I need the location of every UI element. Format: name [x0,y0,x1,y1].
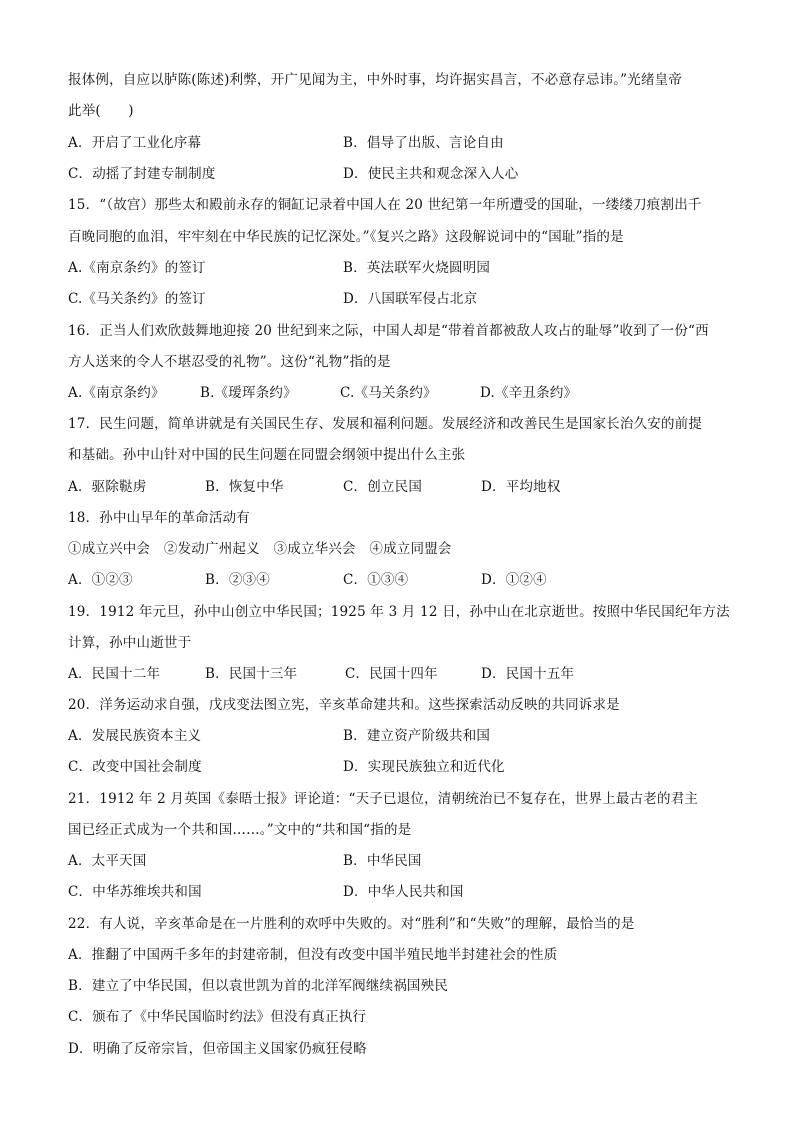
q14-option-a[interactable]: A．开启了工业化序幕 [68,135,202,151]
q22-stem-line1: 22．有人说，辛亥革命是在一片胜利的欢呼中失败的。对“胜利”和“失败”的理解，最恰当的是 [68,916,635,932]
q17-option-d[interactable]: D．平均地权 [481,479,561,495]
q21-option-b[interactable]: B．中华民国 [343,853,422,869]
q18-stem-line1: 18．孙中山早年的革命活动有 [68,510,250,526]
q19-option-b[interactable]: B．民国十三年 [205,666,298,682]
q14-stem-line2: 此举( ) [68,103,134,119]
q20-option-a[interactable]: A．发展民族资本主义 [68,728,202,744]
q18-option-a[interactable]: A．①②③ [68,572,133,588]
q18-option-d[interactable]: D．①②④ [481,572,547,588]
q15-option-d[interactable]: D．八国联军侵占北京 [343,291,478,307]
q16-stem-line1: 16．正当人们欢欣鼓舞地迎接 20 世纪到来之际，中国人却是“带着首都被敌人攻占的耻辱”收到了一份“西 [68,323,709,339]
q22-option-a[interactable]: A．推翻了中国两千多年的封建帝制，但没有改变中国半殖民地半封建社会的性质 [68,947,558,963]
q16-option-d[interactable]: D.《辛丑条约》 [480,385,578,401]
q18-option-c[interactable]: C．①③④ [343,572,409,588]
q15-stem-line2: 百晚同胞的血泪，牢牢刻在中华民族的记忆深处。”《复兴之路》这段解说词中的“国耻”指的是 [68,229,624,245]
q19-option-c[interactable]: C．民国十四年 [345,666,438,682]
q20-stem-line1: 20．洋务运动求自强，戊戌变法图立宪，辛亥革命建共和。这些探索活动反映的共同诉求是 [68,697,620,713]
q14-option-d[interactable]: D．使民主共和观念深入人心 [343,166,519,182]
q21-stem-line2: 国已经正式成为一个共和国……。”文中的“共和国“指的是 [68,822,412,838]
q17-stem-line1: 17．民生问题，简单讲就是有关国民生存、发展和福利问题。发展经济和改善民生是国家长治久安的前提 [68,416,703,432]
q21-stem-line1: 21．1912 年 2 月英国《泰晤士报》评论道：“天子已退位，清朝统治已不复存在，世界上最古老的君主 [68,791,699,807]
q15-option-a[interactable]: A.《南京条约》的签订 [68,260,206,276]
q15-option-b[interactable]: B．英法联军火烧圆明园 [343,260,491,276]
q17-option-c[interactable]: C．创立民国 [343,479,423,495]
q22-option-c[interactable]: C．颁布了《中华民国临时约法》但没有真正执行 [68,1009,367,1025]
q21-option-c[interactable]: C．中华苏维埃共和国 [68,884,202,900]
q14-option-c[interactable]: C．动摇了封建专制制度 [68,166,216,182]
q20-option-d[interactable]: D．实现民族独立和近代化 [343,759,505,775]
q17-stem-line2: 和基础。孙中山针对中国的民生问题在同盟会纲领中提出什么主张 [68,447,466,463]
q16-option-b[interactable]: B.《瑷珲条约》 [200,385,297,401]
q18-items: ①成立兴中会 ②发动广州起义 ③成立华兴会 ④成立同盟会 [68,541,452,557]
q21-option-d[interactable]: D．中华人民共和国 [343,884,464,900]
q21-option-a[interactable]: A．太平天国 [68,853,147,869]
q18-option-b[interactable]: B．②③④ [205,572,270,588]
q14-option-b[interactable]: B．倡导了出版、言论自由 [343,135,504,151]
q14-stem-line1: 报体例，自应以胪陈(陈述)利弊，开广见闻为主，中外时事，均许据实昌言，不必意存忌讳。”光绪皇帝 [68,72,683,88]
q22-option-d[interactable]: D．明确了反帝宗旨，但帝国主义国家仍疯狂侵略 [68,1041,367,1057]
q17-option-b[interactable]: B．恢复中华 [205,479,284,495]
q20-option-b[interactable]: B．建立资产阶级共和国 [343,728,491,744]
q19-option-a[interactable]: A．民国十二年 [68,666,161,682]
q22-option-b[interactable]: B．建立了中华民国，但以袁世凯为首的北洋军阀继续祸国殃民 [68,978,449,994]
q15-option-c[interactable]: C.《马关条约》的签订 [68,291,206,307]
q17-option-a[interactable]: A．驱除鞑虏 [68,479,147,495]
q16-option-a[interactable]: A.《南京条约》 [68,385,165,401]
q15-stem-line1: 15．“（故宫）那些太和殿前永存的铜缸记录着中国人在 20 世纪第一年所遭受的国耻，一缕缕刀痕割出千 [68,197,702,213]
q16-stem-line2: 方人送来的令人不堪忍受的礼物”。这份“礼物”指的是 [68,354,391,370]
q19-option-d[interactable]: D．民国十五年 [481,666,575,682]
q19-stem-line1: 19．1912 年元旦，孙中山创立中华民国；1925 年 3 月 12 日，孙中山在北京逝世。按照中华民国纪年方法 [68,604,730,620]
q20-option-c[interactable]: C．改变中国社会制度 [68,759,202,775]
q19-stem-line2: 计算，孙中山逝世于 [68,635,192,651]
q16-option-c[interactable]: C.《马关条约》 [340,385,437,401]
